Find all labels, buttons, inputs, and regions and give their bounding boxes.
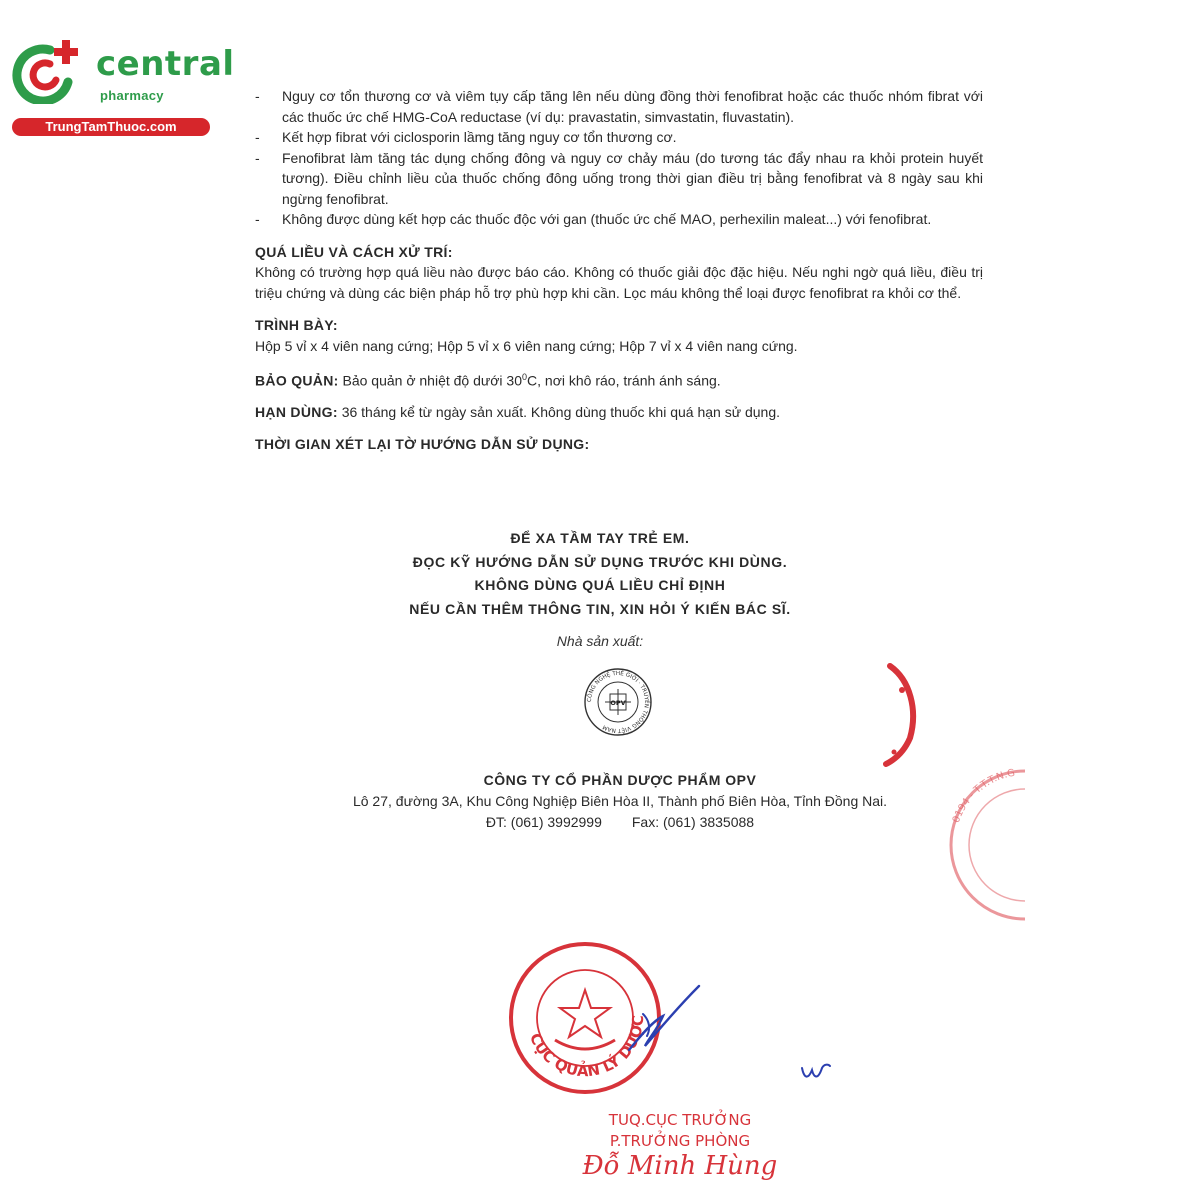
pen-signature-mark [625,980,705,1060]
company-address: Lô 27, đường 3A, Khu Công Nghiệp Biên Hòa II, Thành phố Biên Hòa, Tỉnh Đồng Nai. [352,793,888,809]
storage-row: BẢO QUẢN: Bảo quản ở nhiệt độ dưới $30^0C$, nơi khô ráo, tránh ánh sáng. [255,372,721,389]
expiry-row: HẠN DÙNG: 36 tháng kể từ ngày sản xuất. Không dùng thuốc khi quá hạn sử dụng. [255,404,780,421]
svg-text:CÔNG NGHỆ THẾ GIỚI · TRUYỀN TH: CÔNG NGHỆ THẾ GIỚI · TRUYỀN THỐNG VIỆT NAM [586,670,650,734]
company-block [300,770,940,833]
overdose-text: Không có trường hợp quá liều nào được báo cáo. Không có thuốc giải độc đặc hiệu. Nếu nghi ngờ quá liều, điều trị triệu chứng và dùng các biện pháp hỗ trợ phù hợp khi cần. Lọc máu không thể loại được fenofibrat ra khỏi cơ thể. [255,264,983,301]
partial-stamp-mark [880,660,930,770]
warnings-block [400,527,800,621]
storage-heading: BẢO QUẢN: [255,372,339,389]
company-seal-stamp [945,765,1025,925]
central-pharmacy-logo [10,38,235,138]
signature-block [570,1110,790,1181]
logo-subtitle: pharmacy [100,88,164,103]
overdose-heading: QUÁ LIỀU VÀ CÁCH XỬ TRÍ: [255,243,453,260]
expiry-heading: HẠN DÙNG: [255,404,338,421]
list-item: - Kết hợp fibrat với ciclosporin lầmg tăng nguy cơ tổn thương cơ. [255,129,677,145]
company-name: CÔNG TY CỔ PHẦN DƯỢC PHẨM OPV [483,772,757,788]
presentation-heading: TRÌNH BÀY: [255,317,338,333]
svg-text:OPV: OPV [610,699,626,707]
signatory-name: Đỗ Minh Hùng [582,1151,778,1181]
company-phone: ĐT: (061) 3992999 [485,814,602,830]
signature-title-1: TUQ.CỤC TRƯỞNG [608,1111,752,1129]
review-heading: THỜI GIAN XÉT LẠI TỜ HƯỚNG DẪN SỬ DỤNG: [255,435,590,452]
manufacturer-label: Nhà sản xuất: [556,633,644,649]
pharmacy-cross-icon [10,40,84,104]
logo-website[interactable]: TrungTamThuoc.com [12,118,210,136]
signature-title-2: P.TRƯỞNG PHÒNG [609,1132,751,1150]
warning-line: ĐỌC KỸ HƯỚNG DẪN SỬ DỤNG TRƯỚC KHI DÙNG. [412,553,788,570]
presentation-text: Hộp 5 vỉ x 4 viên nang cứng; Hộp 5 vỉ x 6 viên nang cứng; Hộp 7 vỉ x 4 viên nang cứng. [255,337,798,354]
svg-text:0194 - T.T.T.N.G: 0194 - T.T.T.N.G [950,767,1016,825]
warning-line: ĐỂ XA TẦM TAY TRẺ EM. [510,530,690,546]
company-contacts [300,812,940,833]
leaflet-body [255,86,983,454]
initials-mark [798,1060,834,1084]
svg-text:CỤC QUẢN LÝ DƯỢC: CỤC QUẢN LÝ DƯỢC [525,1014,648,1081]
warning-line: KHÔNG DÙNG QUÁ LIỀU CHỈ ĐỊNH [474,577,726,593]
company-fax: Fax: (061) 3835088 [631,814,755,830]
interactions-list [255,86,983,230]
opv-logo-icon [583,667,653,737]
list-item: - Fenofibrat làm tăng tác dụng chống đông và nguy cơ chảy máu (do tương tác đẩy nhau ra khỏi protein huyết tương). Điều chỉnh liều của thuốc chống đông uống trong thời gian điều trị bằng fenofibrat và 8 ngày sau khi ngừng fenofibrat. [255,149,983,207]
list-item: - Không được dùng kết hợp các thuốc độc với gan (thuốc ức chế MAO, perhexilin maleat...) với fenofibrat. [255,211,932,227]
logo-wordmark: central [96,44,235,84]
list-item: - Nguy cơ tổn thương cơ và viêm tụy cấp tăng lên nếu dùng đồng thời fenofibrat hoặc các thuốc nhóm fibrat với các thuốc ức chế HMG-CoA reductase (ví dụ: pravastatin, simvastatin, fluvastatin). [255,88,983,125]
warning-line: NẾU CẦN THÊM THÔNG TIN, XIN HỎI Ý KIẾN BÁC SĨ. [409,600,791,617]
